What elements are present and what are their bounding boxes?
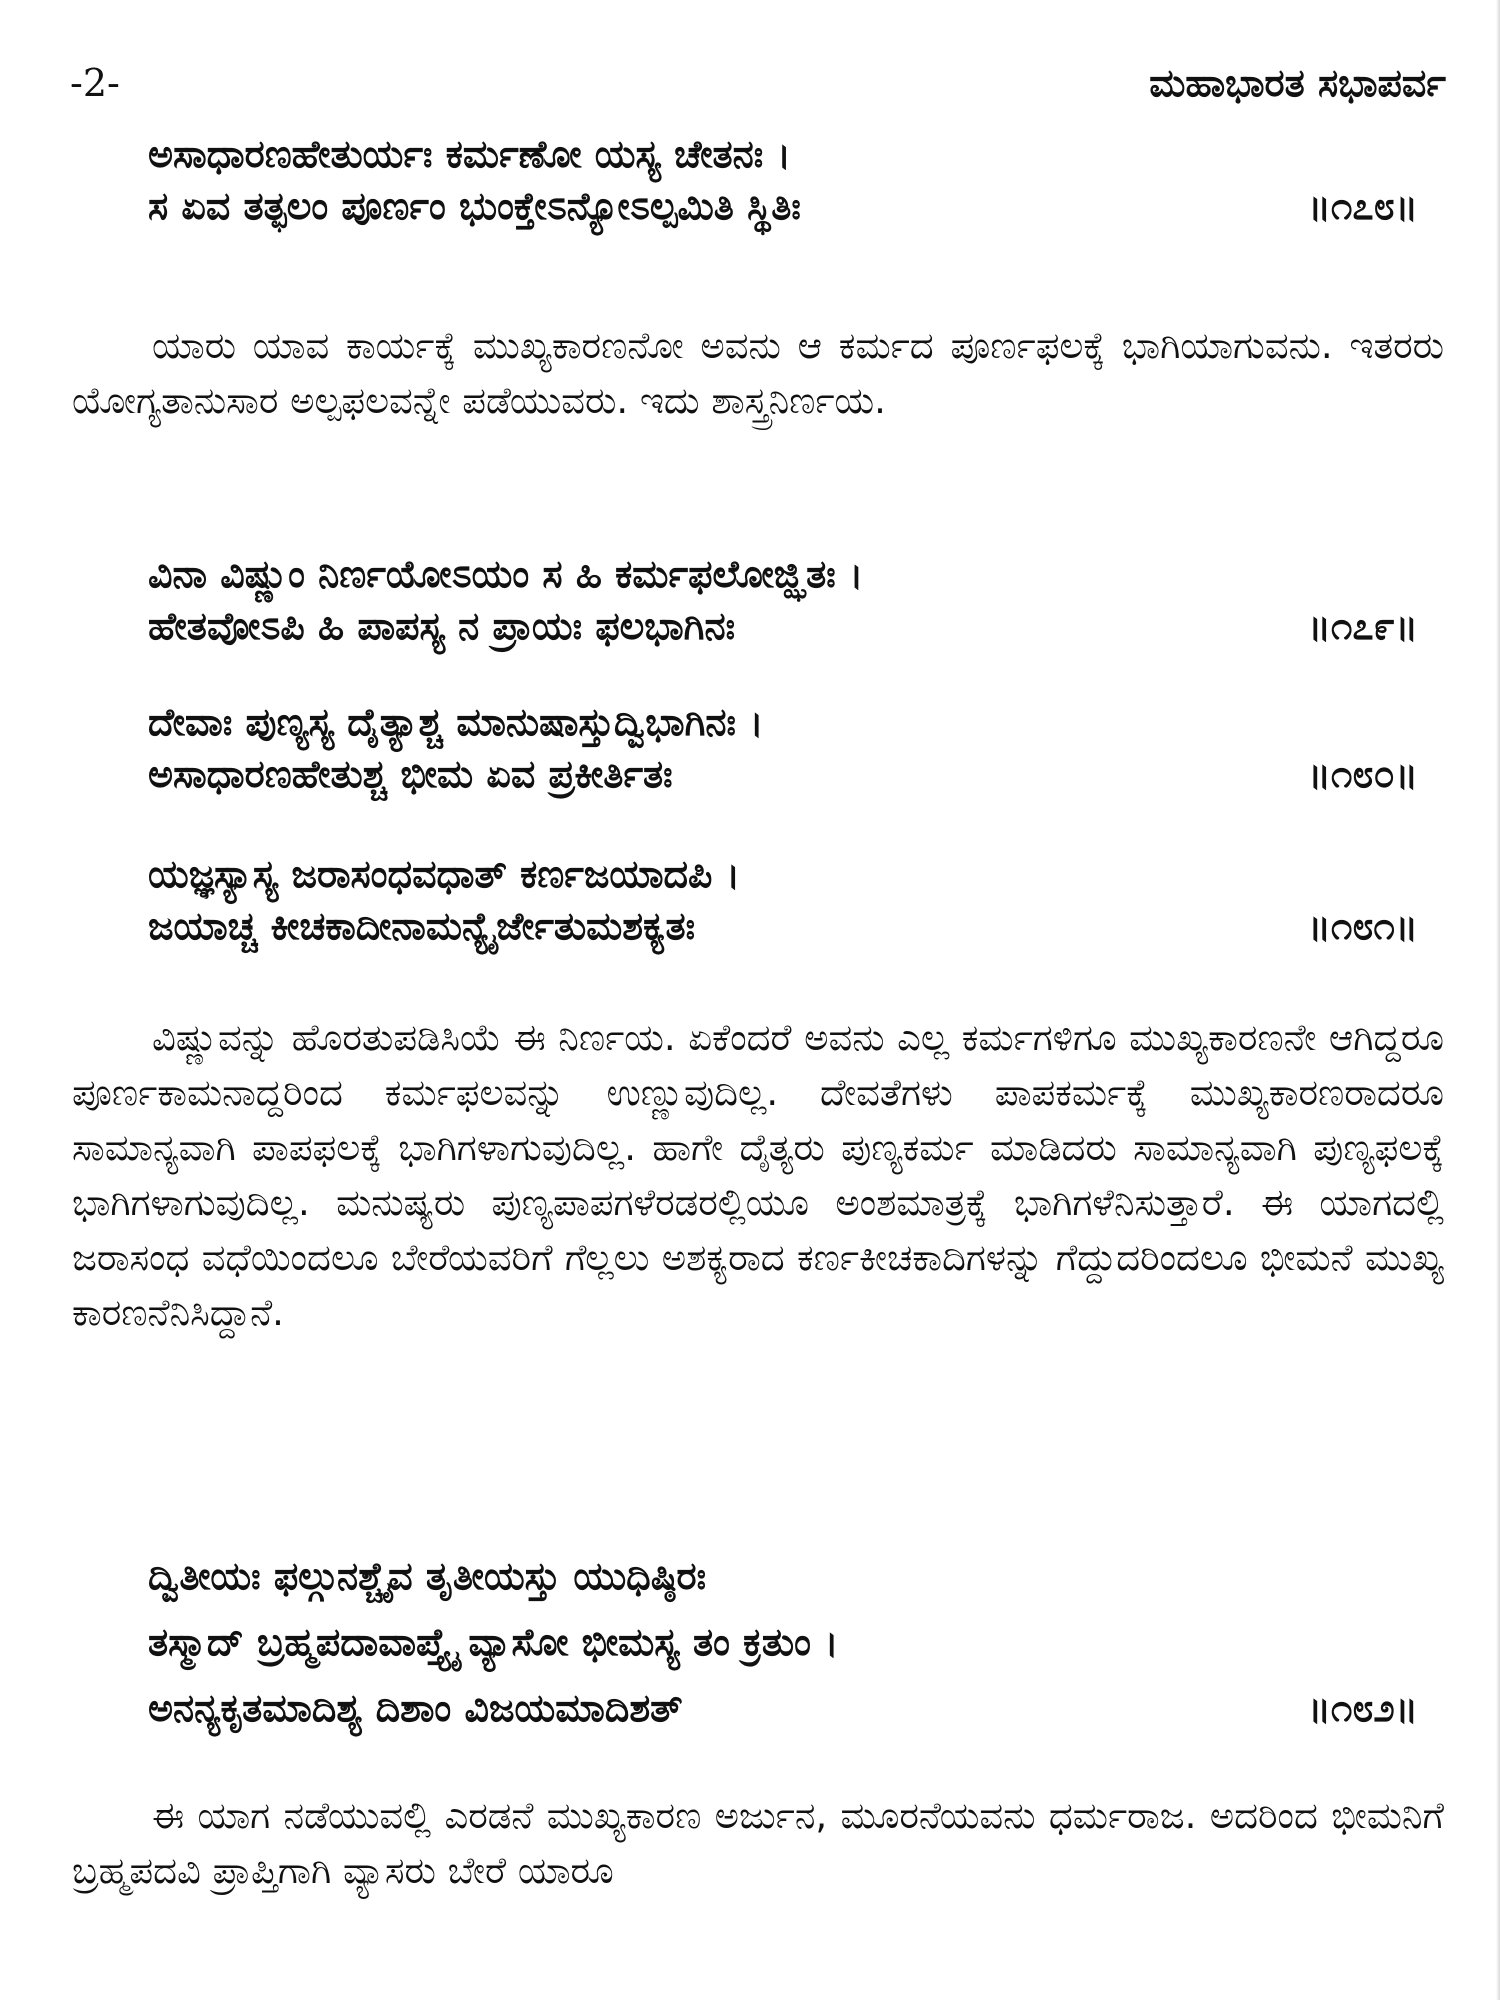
- verse-line-text: ಸ ಏವ ತತ್ಫಲಂ ಪೂರ್ಣಂ ಭುಂಕ್ತೇಽನ್ಯೋಽಲ್ಪಮಿತಿ ಸ್ಥಿತಿಃ: [148, 184, 801, 228]
- verse-line-text: ಹೇತವೋಽಪಿ ಹಿ ಪಾಪಸ್ಯ ನ ಪ್ರಾಯಃ ಫಲಭಾಗಿನಃ: [148, 604, 736, 648]
- running-title: ಮಹಾಭಾರತ ಸಭಾಪರ್ವ: [1149, 61, 1446, 105]
- verse-178: [148, 128, 1448, 232]
- commentary-paragraph-1: [72, 318, 1444, 428]
- verse-line: ಅಸಾಧಾರಣಹೇತುರ್ಯಃ ಕರ್ಮಣೋ ಯಸ್ಯ ಚೇತನಃ ।: [148, 132, 791, 176]
- verse-line-numbered: [148, 600, 1448, 652]
- verse-number: ॥೧೮೦॥: [1307, 752, 1418, 796]
- commentary-paragraph-2: [72, 1010, 1444, 1340]
- verse-line-numbered: [148, 180, 1448, 232]
- verse-number: ॥೧೮೧॥: [1307, 904, 1418, 948]
- commentary-text: ಯಾರು ಯಾವ ಕಾರ್ಯಕ್ಕೆ ಮುಖ್ಯಕಾರಣನೋ ಅವನು ಆ ಕರ್ಮದ ಪೂರ್ಣಫಲಕ್ಕೆ ಭಾಗಿಯಾಗುವನು. ಇತರರು ಯೋಗ್ಯತಾನುಸಾರ ಅಲ್ಪಫಲವನ್ನೇ ಪಡೆಯುವರು. ಇದು ಶಾಸ್ತ್ರನಿರ್ಣಯ.: [72, 324, 1444, 422]
- verse-line-text: ಜಯಾಚ್ಚ ಕೀಚಕಾದೀನಾಮನ್ಯೈರ್ಜೇತುಮಶಕ್ಯತಃ: [148, 904, 696, 948]
- verse-line-text: ಅನನ್ಯಕೃತಮಾದಿಶ್ಯ ದಿಶಾಂ ವಿಜಯಮಾದಿಶತ್: [148, 1686, 683, 1730]
- verse-line-text: ಅಸಾಧಾರಣಹೇತುಶ್ಚ ಭೀಮ ಏವ ಪ್ರಕೀರ್ತಿತಃ: [148, 752, 673, 796]
- verse-number: ॥೧೭೯॥: [1307, 604, 1418, 648]
- verse-180: [148, 696, 1448, 800]
- verse-line-numbered: [148, 748, 1448, 800]
- verse-line-numbered: [148, 900, 1448, 952]
- page-edge-shadow: [1496, 0, 1500, 2000]
- verse-179: [148, 548, 1448, 652]
- verse-182: [148, 1550, 1448, 1734]
- verse-line: ದ್ವಿತೀಯಃ ಫಲ್ಗುನಶ್ಚೈವ ತೃತೀಯಸ್ತು ಯುಧಿಷ್ಠಿರಃ: [148, 1554, 707, 1598]
- verse-number: ॥೧೭೮॥: [1307, 184, 1418, 228]
- verse-line-numbered: [148, 1682, 1448, 1734]
- verse-181: [148, 848, 1448, 952]
- verse-line: ಯಜ್ಞಸ್ಯಾಸ್ಯ ಜರಾಸಂಧವಧಾತ್ ಕರ್ಣಜಯಾದಪಿ ।: [148, 852, 741, 896]
- commentary-text: ಈ ಯಾಗ ನಡೆಯುವಲ್ಲಿ ಎರಡನೆ ಮುಖ್ಯಕಾರಣ ಅರ್ಜುನ, ಮೂರನೆಯವನು ಧರ್ಮರಾಜ. ಅದರಿಂದ ಭೀಮನಿಗೆ ಬ್ರಹ್ಮಪದವಿ ಪ್ರಾಪ್ತಿಗಾಗಿ ವ್ಯಾಸರು ಬೇರೆ ಯಾರೂ: [72, 1794, 1444, 1892]
- commentary-paragraph-3: [72, 1788, 1444, 1898]
- verse-number: ॥೧೮೨॥: [1307, 1686, 1418, 1730]
- verse-line: ದೇವಾಃ ಪುಣ್ಯಸ್ಯ ದೈತ್ಯಾಶ್ಚ ಮಾನುಷಾಸ್ತುದ್ವಿಭಾಗಿನಃ ।: [148, 700, 764, 744]
- verse-line: ತಸ್ಮಾದ್ ಬ್ರಹ್ಮಪದಾವಾಪ್ತ್ಯೈ ವ್ಯಾಸೋ ಭೀಮಸ್ಯ ತಂ ಕ್ರತುಂ ।: [148, 1620, 839, 1664]
- verse-line: ವಿನಾ ವಿಷ್ಣುಂ ನಿರ್ಣಯೋಽಯಂ ಸ ಹಿ ಕರ್ಮಫಲೋಜ್ಝಿತಃ ।: [148, 552, 864, 596]
- page-number: -2-: [70, 61, 120, 105]
- commentary-text: ವಿಷ್ಣುವನ್ನು ಹೊರತುಪಡಿಸಿಯೆ ಈ ನಿರ್ಣಯ. ಏಕೆಂದರೆ ಅವನು ಎಲ್ಲ ಕರ್ಮಗಳಿಗೂ ಮುಖ್ಯಕಾರಣನೇ ಆಗಿದ್ದರೂ ಪೂರ್ಣಕಾಮನಾದ್ದರಿಂದ ಕರ್ಮಫಲವನ್ನು ಉಣ್ಣುವುದಿಲ್ಲ. ದೇವತೆಗಳು ಪಾಪಕರ್ಮಕ್ಕೆ ಮುಖ್ಯಕಾರಣರಾದರೂ ಸಾಮಾನ್ಯವಾಗಿ ಪಾಪಫಲಕ್ಕೆ ಭಾಗಿಗಳಾಗುವುದಿಲ್ಲ. ಹಾಗೇ ದೈತ್ಯರು ಪುಣ್ಯಕರ್ಮ ಮಾಡಿದರು ಸಾಮಾನ್ಯವಾಗಿ ಪುಣ್ಯಫಲಕ್ಕೆ ಭಾಗಿಗಳಾಗುವುದಿಲ್ಲ. ಮನುಷ್ಯರು ಪುಣ್ಯಪಾಪಗಳೆರಡರಲ್ಲಿಯೂ ಅಂಶಮಾತ್ರಕ್ಕೆ ಭಾಗಿಗಳೆನಿಸುತ್ತಾರೆ. ಈ ಯಾಗದಲ್ಲಿ ಜರಾಸಂಧ ವಧೆಯಿಂದಲೂ ಬೇರೆಯವರಿಗೆ ಗೆಲ್ಲಲು ಅಶಕ್ಯರಾದ ಕರ್ಣಕೀಚಕಾದಿಗಳನ್ನು ಗೆದ್ದುದರಿಂದಲೂ ಭೀಮನೆ ಮುಖ್ಯ ಕಾರಣನೆನಿಸಿದ್ದಾನೆ.: [72, 1016, 1444, 1334]
